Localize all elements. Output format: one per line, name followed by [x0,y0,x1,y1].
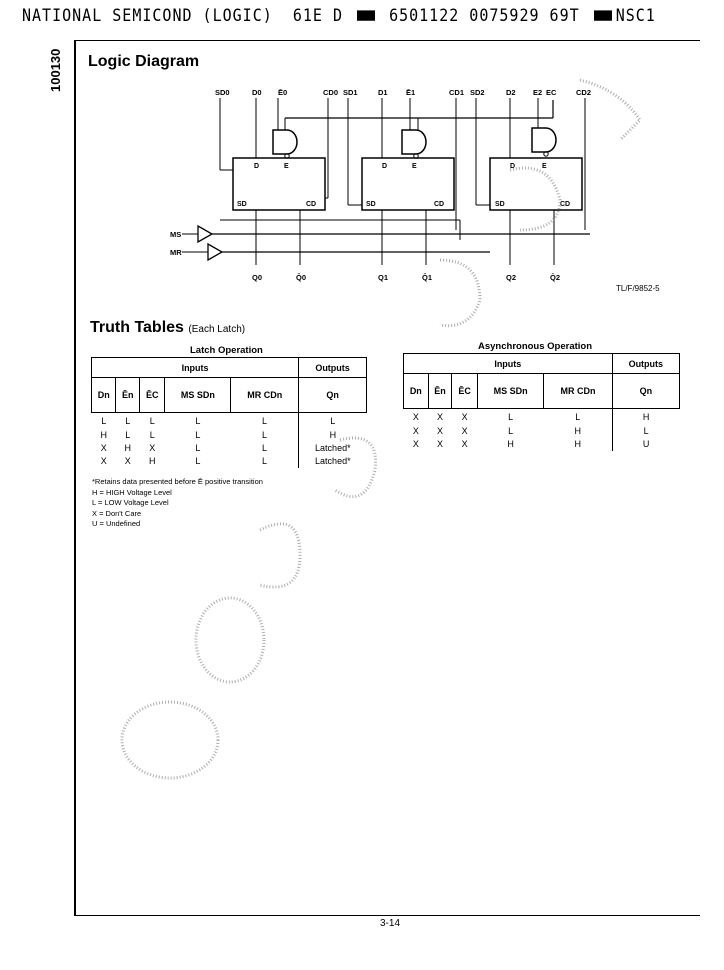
latch-cell: L [231,413,299,429]
label-d0: D0 [252,88,262,97]
label-d1: D1 [378,88,388,97]
svg-text:D: D [510,163,516,170]
latch-col-ec: ĒC [140,378,165,413]
async-inputs-header: Inputs [404,354,613,374]
async-cell: L [643,426,649,436]
note-line: L = LOW Voltage Level [92,498,169,507]
latch-col-mr: MR CDn [231,378,299,413]
note-line: X = Don't Care [92,508,142,518]
watermark-glyph [510,168,560,230]
note-line: H = HIGH Voltage Level [92,487,172,497]
latch-cell: H [148,456,156,466]
header-code1: 61E D [292,4,343,26]
header-left: NATIONAL SEMICOND (LOGIC) [22,4,273,26]
latch-cell: X [149,443,156,453]
label-e0: Ē0 [278,88,288,97]
latch-cell: X [124,456,131,466]
async-cell: X [436,439,443,449]
svg-text:SD: SD [495,201,505,208]
latch-cell: L [125,430,131,440]
latch-cell: L [149,415,155,426]
svg-text:E: E [412,163,417,170]
async-col-en: Ēn [428,374,452,409]
label-cd2: CD2 [576,88,592,97]
async-col-qn: Qn [612,374,679,409]
label-e1: Ē1 [406,88,416,97]
page-number: 3-14 [380,918,401,929]
async-cell: L [508,411,514,422]
async-cell: H [544,425,612,438]
label-sd2: SD2 [470,88,485,97]
latch-cell: H [100,430,107,440]
async-cell: H [507,439,514,449]
latch-outputs-header: Outputs [299,358,367,378]
label-ms: MS [170,230,182,239]
document-header [22,5,656,26]
truth-tables-subtitle: (Each Latch) [188,324,246,335]
async-cell: X [412,411,419,422]
latch-cell: L [231,442,299,455]
async-cell: L [544,409,612,425]
latch-cell: L [101,415,107,426]
latch-cell: L [330,415,336,426]
label-sd0: SD0 [215,88,230,97]
label-d2: D2 [506,88,516,97]
async-outputs-header: Outputs [612,354,679,374]
watermark-glyph [580,80,640,140]
watermark-glyph [122,702,218,778]
label-q1: Q1 [378,273,389,282]
latch-cell: H [124,443,131,453]
header-right: NSC1 [615,4,656,26]
label-sd1: SD1 [343,88,358,97]
watermark-glyph [335,438,376,497]
label-qbar1: Q̄1 [422,273,433,282]
latch-col-en: Ēn [116,378,140,413]
watermark [110,60,680,790]
async-cell: X [461,411,468,422]
header-block [594,10,612,20]
latch-cell: L [231,429,299,442]
label-qbar0: Q̄0 [296,273,307,282]
async-cell: X [412,439,419,449]
label-mr: MR [170,248,182,257]
latch-cell: L [195,456,201,466]
latch-cell: X [100,443,107,453]
async-col-ms: MS SDn [477,374,543,409]
part-number: 100130 [48,48,63,92]
async-cell: U [642,439,650,449]
svg-text:D: D [254,163,260,170]
label-ec: EC [546,88,557,97]
label-qbar2: Q̄2 [550,273,561,282]
latch-cell: Latched* [315,456,351,466]
latch-cell: L [125,415,131,426]
latch-cell: L [195,443,201,453]
async-col-dn: Dn [404,374,429,409]
header-code2: 6501122 0075929 69T [389,4,580,26]
label-q2: Q2 [506,273,517,282]
async-table-caption: Asynchronous Operation [478,341,593,352]
async-cell: X [412,426,419,436]
label-cd0: CD0 [323,88,339,97]
async-col-mr: MR CDn [544,374,612,409]
latch-table-caption: Latch Operation [190,345,263,356]
async-col-ec: ĒC [452,374,478,409]
label-e2: E2 [533,88,543,97]
truth-tables-heading: Truth Tables [90,319,184,336]
latch-col-dn: Dn [92,378,116,413]
watermark-glyph [440,260,480,326]
svg-text:E: E [284,163,289,170]
latch-cell: H [329,430,337,440]
watermark-glyph [260,524,300,587]
svg-text:E: E [542,163,547,170]
latch-cell: X [100,456,107,466]
logic-diagram-title: Logic Diagram [88,53,200,70]
figure-id: TL/F/9852-5 [616,284,660,293]
async-cell: X [436,426,443,436]
label-cd1: CD1 [449,88,465,97]
latch-col-ms: MS SDn [165,378,231,413]
async-cell: X [461,439,468,449]
latch-col-qn: Qn [299,378,367,413]
async-cell: L [508,426,514,436]
svg-text:CD: CD [560,201,571,208]
svg-text:D: D [382,163,388,170]
svg-text:CD: CD [434,201,445,208]
latch-inputs-header: Inputs [92,358,299,378]
note-line: U = Undefined [92,519,141,528]
svg-text:SD: SD [366,201,376,208]
latch-cell: L [195,430,201,440]
latch-cell: L [149,430,155,440]
async-cell: X [436,411,443,422]
async-cell: H [544,438,612,451]
header-block [357,10,375,20]
svg-text:CD: CD [306,201,317,208]
watermark-glyph [196,598,264,682]
async-cell: H [642,411,650,422]
async-cell: X [461,426,468,436]
label-q0: Q0 [252,273,263,282]
svg-text:SD: SD [237,201,247,208]
note-line: *Retains data presented before Ē positive transition [92,477,263,486]
latch-cell: L [231,455,299,468]
latch-cell: L [195,415,201,426]
latch-cell: Latched* [315,443,351,453]
